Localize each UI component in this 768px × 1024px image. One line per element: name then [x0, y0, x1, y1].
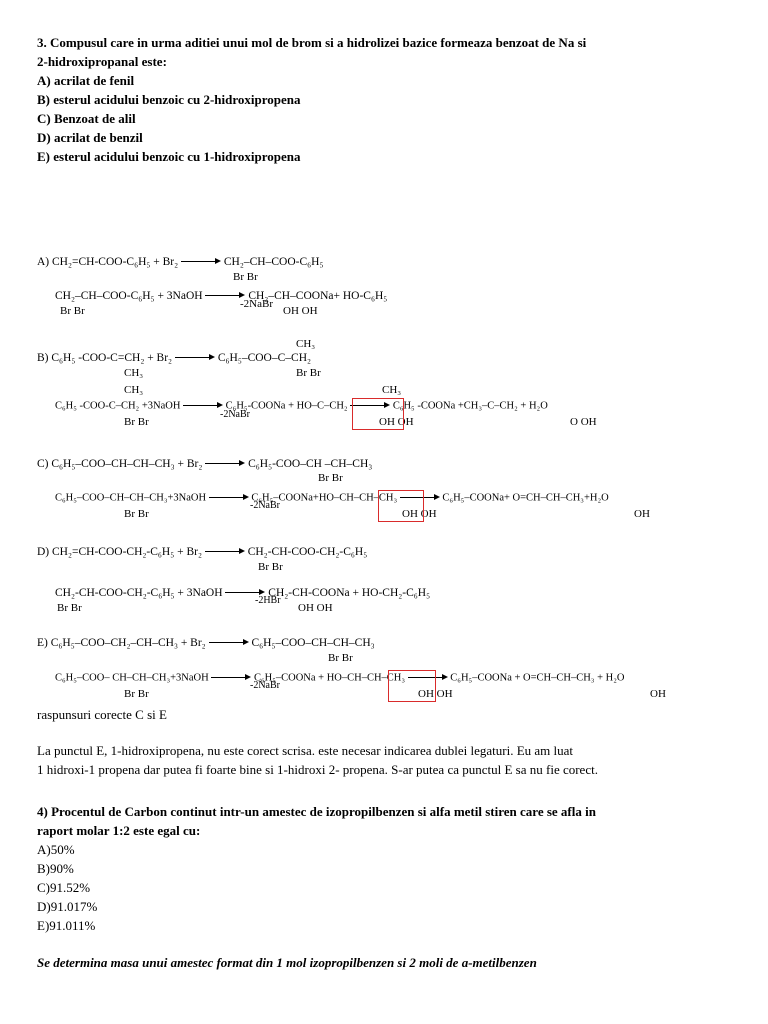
reaction-e-r2-br: Br Br	[124, 688, 149, 700]
reaction-d-r2-product: CH₂-CH-COONa + HO-CH₂-C₆H₅	[268, 587, 431, 599]
question-3-option-d: D) acrilat de benzil	[37, 130, 143, 145]
reaction-e-r2-start: C₆H₅–COO– CH–CH–CH₃+3NaOH	[55, 672, 209, 684]
arrow-icon	[183, 400, 223, 412]
reaction-b-r2-product: C₆H₅-COONa + HO–C–CH₂	[225, 400, 348, 412]
reaction-e-r2-final-sub: OH	[650, 688, 666, 700]
reaction-b-r1-product: C₆H₅–COO–C–CH₂	[217, 352, 312, 364]
reaction-a-r2-condition: -2NaBr	[240, 298, 273, 310]
reaction-a-r2-start: CH₂–CH–COO-C₆H₅ + 3NaOH	[55, 290, 203, 302]
question-3-option-e: E) esterul acidului benzoic cu 1-hidroxipropena	[37, 149, 301, 164]
question-4-option-d: D)91.017%	[37, 899, 98, 914]
question-4-option-c: C)91.52%	[37, 880, 91, 895]
question-3-option-c: C) Benzoat de alil	[37, 111, 136, 126]
reaction-d-r2-condition: -2HBr	[255, 595, 281, 606]
reaction-e-r1-product: C₆H₅–COO–CH–CH–CH₃	[251, 637, 375, 649]
reaction-e-r2-oh: OH OH	[418, 688, 453, 700]
reaction-b-r2-final: C₆H₅ -COONa +CH₃–C–CH₂ + H₂O	[392, 400, 548, 412]
reaction-e-r2-condition: -2NaBr	[250, 680, 280, 691]
reaction-b-r2-start: C₆H₅ -COO-C–CH₂ +3NaOH	[55, 400, 181, 412]
reaction-d-r1: D) CH₂=CH-COO-CH₂-C₆H₅ + Br₂	[37, 546, 202, 558]
highlight-box	[388, 670, 436, 702]
question-4-option-b: B)90%	[37, 861, 74, 876]
arrow-icon	[209, 492, 249, 504]
question-4-option-a: A)50%	[37, 842, 75, 857]
reaction-c-r2-condition: -2NaBr	[250, 500, 280, 511]
question-3	[37, 33, 586, 166]
reaction-d-r2-br: Br Br	[57, 602, 82, 614]
reaction-c-r2-product: C₆H₅–COONa+HO–CH–CH–CH₃	[251, 492, 398, 504]
question-3-title-line1: 3. Compusul care in urma aditiei unui mol de brom si a hidrolizei bazice formeaza benzoat de Na si	[37, 35, 587, 50]
question-4-title-line2: raport molar 1:2 este egal cu:	[37, 823, 201, 838]
reaction-a-r2-br: Br Br	[60, 305, 85, 317]
note-line1: La punctul E, 1-hidroxipropena, nu este corect scrisa. este necesar indicarea dublei legaturi. Eu am luat	[37, 743, 574, 758]
reaction-c-r2-oh: OH OH	[402, 508, 437, 520]
reaction-c-r2-final-sub: OH	[634, 508, 650, 520]
reaction-d-r1-product: CH₂-CH-COO-CH₂-C₆H₅	[247, 546, 368, 558]
question-3-option-b: B) esterul acidului benzoic cu 2-hidroxipropena	[37, 92, 301, 107]
arrow-icon	[181, 256, 221, 268]
reaction-b-r2-oh: OH OH	[379, 416, 414, 428]
reaction-c-r1-br: Br Br	[318, 472, 343, 484]
reaction-b-r2-final-sub: O OH	[570, 416, 597, 428]
question-4-option-e: E)91.011%	[37, 918, 96, 933]
reaction-d-r2-oh: OH OH	[298, 602, 333, 614]
highlight-box	[378, 490, 424, 522]
arrow-icon	[205, 458, 245, 470]
reaction-c-r1-product: C₆H₅-COO–CH –CH–CH₃	[248, 458, 373, 470]
reaction-e-r1-br: Br Br	[328, 652, 353, 664]
arrow-icon	[209, 637, 249, 649]
reaction-c-r2-final: C₆H₅–COONa+ O=CH–CH–CH₃+H₂O	[442, 492, 609, 504]
question-4-title-line1: 4) Procentul de Carbon continut intr-un amestec de izopropilbenzen si alfa metil stiren care se afla in	[37, 804, 596, 819]
arrow-icon	[211, 672, 251, 684]
highlight-box	[352, 398, 404, 430]
question-4	[37, 802, 596, 935]
reaction-c-r2-br: Br Br	[124, 508, 149, 520]
question-3-title-line2: 2-hidroxipropanal este:	[37, 54, 167, 69]
reaction-b-r1-ch3: CH₃	[124, 367, 144, 379]
reaction-b-r2-br: Br Br	[124, 416, 149, 428]
note-line2: 1 hidroxi-1 propena dar putea fi foarte bine si 1-hidroxi 2- propena. S-ar putea ca punctul E sa nu fie corect.	[37, 762, 598, 777]
reaction-c-r1: C) C₆H₅–COO–CH–CH–CH₃ + Br₂	[37, 458, 203, 470]
reaction-e-r2-final: C₆H₅–COONa + O=CH–CH–CH₃ + H₂O	[450, 672, 625, 684]
reaction-b-r1-prod-ch3: CH₃	[296, 338, 316, 350]
reaction-b-r2-condition: -2NaBr	[220, 409, 250, 420]
arrow-icon	[175, 352, 215, 364]
reaction-c-r2-start: C₆H₅–COO–CH–CH–CH₃+3NaOH	[55, 492, 207, 504]
reaction-d-r2-start: CH₂-CH-COO-CH₂-C₆H₅ + 3NaOH	[55, 587, 223, 599]
reaction-b-r1: B) C₆H₅ -COO-C=CH₂ + Br₂	[37, 352, 173, 364]
reaction-d-r1-br: Br Br	[258, 561, 283, 573]
reaction-a-r2-oh: OH OH	[283, 305, 318, 317]
reaction-b-r1-br: Br Br	[296, 367, 321, 379]
question-3-option-a: A) acrilat de fenil	[37, 73, 135, 88]
arrow-icon	[205, 546, 245, 558]
reaction-b-r2-prod-ch3: CH₃	[382, 384, 402, 396]
final-statement: Se determina masa unui amestec format din 1 mol izopropilbenzen si 2 moli de a-metilbenzen	[37, 955, 537, 970]
reaction-a-r1: A) CH₂=CH-COO-C₆H₅ + Br₂	[37, 256, 179, 268]
reaction-a-r1-product: CH₂–CH–COO-C₆H₅	[223, 256, 324, 268]
reaction-a-r1-br: Br Br	[233, 271, 258, 283]
reaction-e-r2-product: C₆H₅–COONa + HO–CH–CH–CH₃	[253, 672, 406, 684]
reaction-e-r1: E) C₆H₅–COO–CH₂–CH–CH₃ + Br₂	[37, 637, 206, 649]
answer-text: raspunsuri corecte C si E	[37, 707, 167, 722]
reaction-a-r2-product: CH₂–CH–COONa+ HO-C₆H₅	[248, 290, 388, 302]
reaction-b-r2-ch3: CH₃	[124, 384, 144, 396]
